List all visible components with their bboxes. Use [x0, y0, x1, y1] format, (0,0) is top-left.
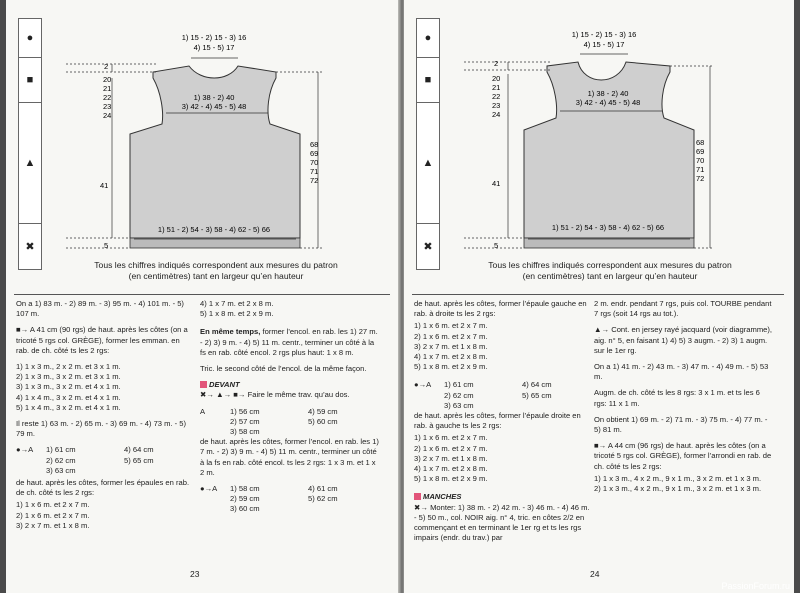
left-caption: [66, 260, 366, 282]
sleeve-cap-step-2: 2) 1 x 3 m., 4 x 2 m., 9 x 1 m., 3 x 2 m. et 1 x 3 m.: [594, 484, 762, 494]
en-meme-temps-label: En même temps,: [200, 327, 261, 337]
neck-depth-label: 4) 15 - 5) 17: [583, 40, 625, 49]
front-height-3: 3) 58 cm: [230, 427, 260, 437]
armhole-row-4: 23: [492, 101, 501, 110]
rib-color-text: 2 m. endr. pendant 7 rgs, puis col. TOURBE pendant 7 rgs (soit 14 rgs au tot.).: [594, 299, 772, 319]
armhole-row-1: 20: [103, 75, 112, 84]
front-height-1: 1) 56 cm: [230, 406, 260, 416]
front-neckline-instruction: de haut. après les côtes, former l’encol. en rab. les 1) 7 m. - 2) 3) 9 m. - 4) 5) 11 m. centr., terminer un côté à la fs en rab. côté encol. ts les 2 rgs: 1 x 3 m. et 1 x 2 m.: [200, 437, 379, 477]
shoulder-height-5: 5) 65 cm: [522, 390, 552, 400]
front-shoulder-label: ●→A: [200, 484, 218, 494]
armhole-row-3: 22: [492, 92, 501, 101]
left-column-1: [16, 299, 194, 531]
hem-width-label: 1) 51 - 2) 54 - 3) 58 - 4) 62 - 5) 66: [157, 225, 271, 234]
neck-height-label: 2: [104, 62, 109, 71]
right-schematic: [404, 0, 794, 270]
shoulder-heights-label: ●→A: [16, 445, 34, 455]
symbol-cross: ✖: [423, 240, 433, 253]
armhole-row-2: 21: [103, 84, 112, 93]
symbol-circle: ●: [417, 19, 439, 58]
sleeve-cap-step-1: 1) 1 x 3 m., 4 x 2 m., 9 x 1 m., 3 x 2 m. et 1 x 3 m.: [594, 473, 762, 483]
right-shoulder-step-1: 1) 1 x 6 m. et 2 x 7 m.: [414, 433, 488, 443]
sleeve-stitch-count: On a 1) 41 m. - 2) 43 m. - 3) 47 m. - 4) 49 m. - 5) 53 m.: [594, 362, 769, 382]
symbol-cross: ✖: [25, 240, 35, 253]
manches-title: MANCHES: [423, 492, 462, 502]
total-height-2: 69: [696, 147, 705, 156]
shoulder-height-5: 5) 65 cm: [124, 455, 154, 465]
right-caption-line1: Tous les chiffres indiqués correspondent aux mesures du patron: [488, 260, 732, 270]
shoulder-step-3: 3) 2 x 7 m. et 1 x 8 m.: [16, 520, 90, 530]
symbol-triangle: ▲: [417, 103, 439, 224]
second-side-text: Tric. le second côté de l’encol. de la même façon.: [200, 364, 367, 374]
left-shoulder-step-5: 5) 1 x 8 m. et 2 x 9 m.: [414, 362, 488, 372]
armhole-width-2: 3) 42 - 4) 45 - 5) 48: [575, 98, 641, 107]
armhole-row-2: 21: [492, 83, 501, 92]
body-height-label: 41: [100, 181, 109, 190]
right-shoulder-heights-label: ●→A: [414, 380, 432, 390]
jacquard-text: ▲→ Cont. en jersey rayé jacquard (voir diagramme), aig. n° 5, en faisant 1) 4) 5) 3 augm. - 2) 3) 1 augm. sur le 1er rg.: [594, 325, 773, 355]
manches-text: ✖→ Monter: 1) 38 m. - 2) 42 m. - 3) 46 m. - 4) 46 m. - 5) 50 m., col. NOIR aig. n° 4, tric. en côtes 2/2 en commençant et en terminant le 1er rg et ts les rgs impairs (endr. du trav.) par: [414, 502, 590, 543]
right-column-2: [594, 299, 774, 494]
devant-title: DEVANT: [209, 380, 240, 390]
rib-height-label: 5: [104, 241, 109, 250]
front-height-5: 5) 60 cm: [308, 416, 338, 426]
shoulder-height-4: 4) 64 cm: [522, 380, 552, 390]
left-shoulder-step-4: 4) 1 x 7 m. et 2 x 8 m.: [414, 352, 488, 362]
armhole-step-3: 3) 1 x 3 m., 3 x 2 m. et 4 x 1 m.: [16, 382, 121, 392]
shoulder-height-2: 2) 62 cm: [46, 455, 76, 465]
total-height-2: 69: [310, 149, 319, 158]
neck-depth-label: 4) 15 - 5) 17: [193, 43, 235, 52]
obtained-stitches: On obtient 1) 69 m. - 2) 71 m. - 3) 75 m. - 4) 77 m. - 5) 81 m.: [594, 414, 768, 435]
symbol-square: ■: [417, 58, 439, 103]
armhole-row-3: 22: [103, 93, 112, 102]
rib-band: [524, 238, 694, 248]
armhole-instruction: ■→ A 41 cm (90 rgs) de haut. après les côtes (on a tricoté 5 rgs col. GRÈGE), former les emman. en rab. de ch. côté ts les 2 rgs:: [16, 325, 188, 355]
remaining-stitches-text: Il reste 1) 63 m. - 2) 65 m. - 3) 69 m. - 4) 73 m. - 5) 79 m.: [16, 419, 187, 439]
rib-height-label: 5: [494, 241, 499, 250]
right-page: [404, 0, 794, 593]
total-height-5: 72: [310, 176, 319, 185]
armhole-width-1: 1) 38 - 2) 40: [193, 93, 235, 102]
right-caption-line2: (en centimètres) tant en largeur qu’en hauteur: [522, 271, 698, 281]
total-height-3: 70: [696, 156, 705, 165]
neck-width-label: 1) 15 - 2) 15 - 3) 16: [571, 30, 637, 39]
hem-width-label: 1) 51 - 2) 54 - 3) 58 - 4) 62 - 5) 66: [551, 223, 665, 232]
total-height-4: 71: [696, 165, 705, 174]
left-caption-line2: (en centimètres) tant en largeur qu’en hauteur: [128, 271, 304, 281]
page-number-right: 24: [590, 569, 600, 579]
total-height-5: 72: [696, 174, 705, 183]
devant-text: ✖→ ▲→ ■→ Faire le même trav. qu’au dos.: [200, 390, 350, 400]
shoulder-step-2: 2) 1 x 6 m. et 2 x 7 m.: [16, 510, 90, 520]
right-shoulder-step-2: 2) 1 x 6 m. et 2 x 7 m.: [414, 443, 488, 453]
front-shoulder-height-2: 2) 59 cm: [230, 494, 260, 504]
front-height-2: 2) 57 cm: [230, 416, 260, 426]
armhole-width-2: 3) 42 - 4) 45 - 5) 48: [181, 102, 247, 111]
shoulder-step-5: 5) 1 x 8 m. et 2 x 9 m.: [200, 309, 274, 319]
front-shoulder-height-5: 5) 62 cm: [308, 494, 338, 504]
body-height-label: 41: [492, 179, 501, 188]
right-shoulder-step-3: 3) 2 x 7 m. et 1 x 8 m.: [414, 453, 488, 463]
front-height-4: 4) 59 cm: [308, 406, 338, 416]
shoulder-height-1: 1) 61 cm: [46, 445, 76, 455]
shoulder-step-4: 4) 1 x 7 m. et 2 x 8 m.: [200, 299, 274, 308]
front-shoulder-height-4: 4) 61 cm: [308, 484, 338, 494]
neckline-instruction: former l’encol. en rab. les 1) 27 m. - 2) 3) 9 m. - 4) 5) 11 m. centr., terminer un côté à la fs en rab. côté encol. 2 rgs plus haut: 1 x 8 m.: [200, 327, 378, 357]
armhole-step-4: 4) 1 x 4 m., 3 x 2 m. et 4 x 1 m.: [16, 392, 121, 402]
total-height-4: 71: [310, 167, 319, 176]
left-schematic: [6, 0, 400, 270]
symbol-square: ■: [19, 58, 41, 103]
armhole-row-1: 20: [492, 74, 501, 83]
symbol-circle: ●: [19, 19, 41, 58]
left-column-2: [200, 299, 380, 515]
front-shoulder-height-3: 3) 60 cm: [230, 504, 260, 514]
shoulder-height-3: 3) 63 cm: [444, 400, 474, 410]
total-height-1: 68: [696, 138, 705, 147]
manches-heading: [414, 492, 590, 502]
shoulder-step-1: 1) 1 x 6 m. et 2 x 7 m.: [16, 500, 90, 510]
watermark: PassionForum.ru: [721, 581, 790, 591]
shoulder-height-3: 3) 63 cm: [46, 465, 76, 475]
armhole-step-1: 1) 1 x 3 m., 2 x 2 m. et 3 x 1 m.: [16, 362, 121, 372]
neck-width-label: 1) 15 - 2) 15 - 3) 16: [181, 33, 247, 42]
devant-heading: [200, 380, 380, 390]
shoulder-height-1: 1) 61 cm: [444, 380, 474, 390]
left-shoulder-step-3: 3) 2 x 7 m. et 1 x 8 m.: [414, 341, 488, 351]
symbol-triangle: ▲: [19, 103, 41, 224]
rib-band: [130, 238, 300, 248]
front-a-label: A: [200, 406, 206, 416]
left-page: [6, 0, 400, 593]
left-shoulder-instruction: de haut. après les côtes, former l’épaule gauche en rab. à droite ts les 2 rgs:: [414, 299, 587, 319]
armhole-step-2: 2) 1 x 3 m., 3 x 2 m. et 3 x 1 m.: [16, 372, 121, 382]
increase-text: Augm. de ch. côté ts les 8 rgs: 3 x 1 m. et ts les 6 rgs: 11 x 1 m.: [594, 388, 760, 408]
stitch-count-text: On a 1) 83 m. - 2) 89 m. - 3) 95 m. - 4) 101 m. - 5) 107 m.: [16, 299, 184, 319]
page-number-left: 23: [190, 569, 200, 579]
armhole-step-5: 5) 1 x 4 m., 3 x 2 m. et 4 x 1 m.: [16, 402, 121, 412]
right-caption: [460, 260, 760, 282]
shoulder-height-4: 4) 64 cm: [124, 445, 154, 455]
total-height-1: 68: [310, 140, 319, 149]
back-piece-shape: [130, 66, 300, 238]
armhole-row-4: 23: [103, 102, 112, 111]
sleeve-cap-instruction: ■→ A 44 cm (96 rgs) de haut. après les côtes (on a tricoté 5 rgs col. GRÈGE), former l’arrondi en rab. de ch. côté ts les 2 rgs:: [594, 441, 772, 471]
right-column-1: [414, 299, 590, 549]
left-shoulder-step-2: 2) 1 x 6 m. et 2 x 7 m.: [414, 331, 488, 341]
armhole-width-1: 1) 38 - 2) 40: [587, 89, 629, 98]
front-shoulder-height-1: 1) 58 cm: [230, 484, 260, 494]
shoulder-instruction: de haut. après les côtes, former les épaules en rab. de ch. côté ts les 2 rgs:: [16, 478, 190, 498]
shoulder-height-2: 2) 62 cm: [444, 390, 474, 400]
right-shoulder-step-5: 5) 1 x 8 m. et 2 x 9 m.: [414, 474, 488, 484]
total-height-3: 70: [310, 158, 319, 167]
left-shoulder-step-1: 1) 1 x 6 m. et 2 x 7 m.: [414, 321, 488, 331]
left-caption-line1: Tous les chiffres indiqués correspondent aux mesures du patron: [94, 260, 338, 270]
armhole-row-5: 24: [103, 111, 112, 120]
neck-height-label: 2: [494, 59, 499, 68]
right-shoulder-step-4: 4) 1 x 7 m. et 2 x 8 m.: [414, 464, 488, 474]
armhole-row-5: 24: [492, 110, 501, 119]
right-shoulder-instruction: de haut. après les côtes, former l’épaule droite en rab. à gauche ts les 2 rgs:: [414, 411, 581, 431]
